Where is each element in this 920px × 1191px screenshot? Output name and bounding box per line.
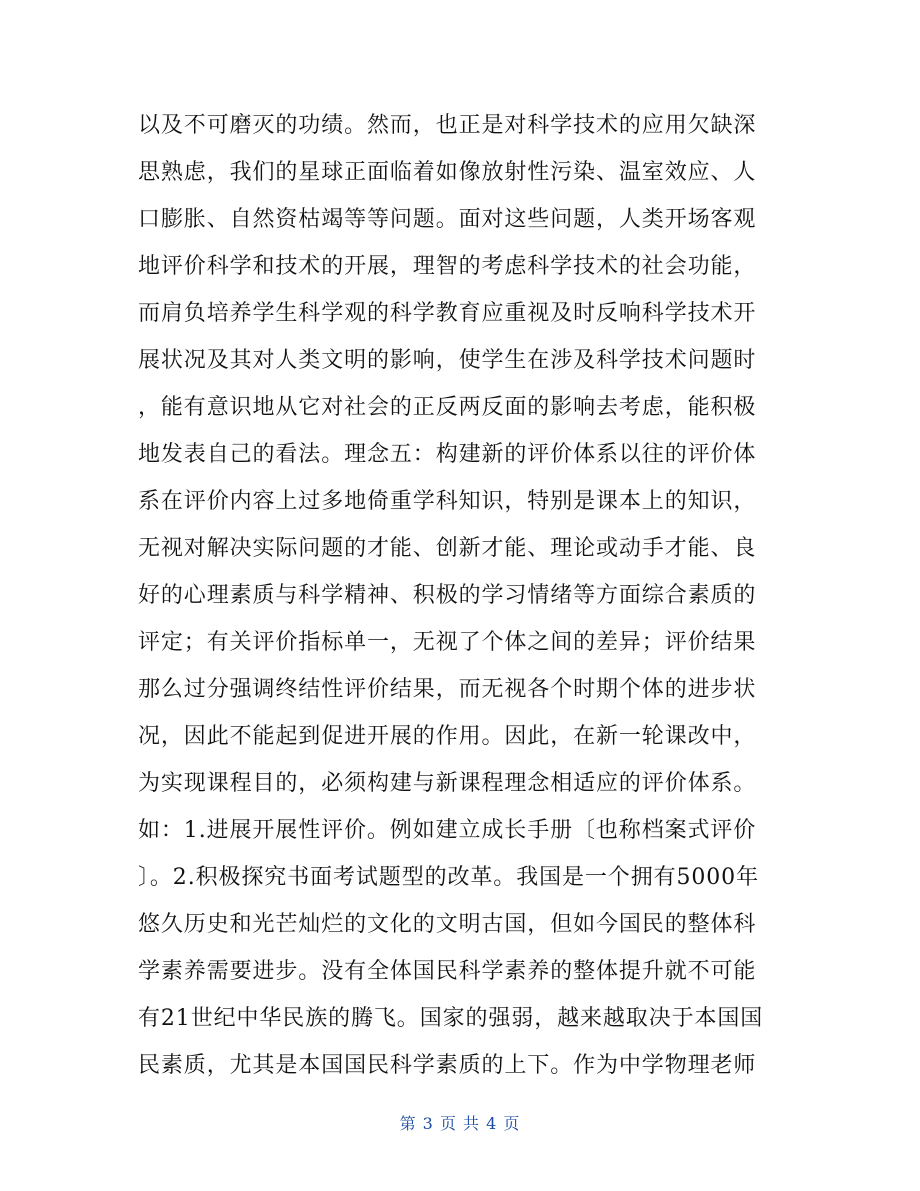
text-line: 以及不可磨灭的功绩。然而，也正是对科学技术的应用欠缺深 (138, 113, 757, 138)
text-line: ，能有意识地从它对社会的正反两反面的影响去考虑，能积极 (138, 395, 757, 420)
text-line: 为实现课程目的，必须构建与新课程理念相适应的评价体系。 (138, 771, 757, 796)
body-text (138, 102, 798, 1089)
text-line: 地发表自己的看法。理念五：构建新的评价体系以往的评价体 (138, 442, 757, 467)
text-line: 悠久历史和光芒灿烂的文化的文明古国，但如今国民的整体科 (138, 912, 757, 937)
text-line: 况，因此不能起到促进开展的作用。因此，在新一轮课改中， (138, 724, 757, 749)
text-line: 系在评价内容上过多地倚重学科知识，特别是课本上的知识， (138, 489, 757, 514)
text-line: 学素养需要进步。没有全体国民科学素养的整体提升就不可能 (138, 959, 757, 984)
text-line: 口膨胀、自然资枯竭等等问题。面对这些问题，人类开场客观 (138, 207, 757, 232)
text-line: 无视对解决实际问题的才能、创新才能、理论或动手才能、良 (138, 536, 757, 561)
text-line: 如：1.进展开展性评价。例如建立成长手册〔也称档案式评价 (138, 818, 757, 843)
text-line: 那么过分强调终结性评价结果，而无视各个时期个体的进步状 (138, 677, 757, 702)
text-line: 有21世纪中华民族的腾飞。国家的强弱，越来越取决于本国国 (138, 1006, 764, 1031)
text-line: 而肩负培养学生科学观的科学教育应重视及时反响科学技术开 (138, 301, 757, 326)
page-number-footer: 第 3 页 共 4 页 (399, 1114, 521, 1133)
text-line: 民素质，尤其是本国国民科学素质的上下。作为中学物理老师 (138, 1053, 757, 1078)
text-line: 评定；有关评价指标单一，无视了个体之间的差异；评价结果 (138, 630, 757, 655)
text-line: 地评价科学和技术的开展，理智的考虑科学技术的社会功能， (138, 254, 757, 279)
text-line: 思熟虑，我们的星球正面临着如像放射性污染、温室效应、人 (138, 160, 757, 185)
text-line: 展状况及其对人类文明的影响，使学生在涉及科学技术问题时 (138, 348, 757, 373)
text-line: 〕。2.积极探究书面考试题型的改革。我国是一个拥有5000年 (138, 865, 759, 890)
text-line: 好的心理素质与科学精神、积极的学习情绪等方面综合素质的 (138, 583, 757, 608)
